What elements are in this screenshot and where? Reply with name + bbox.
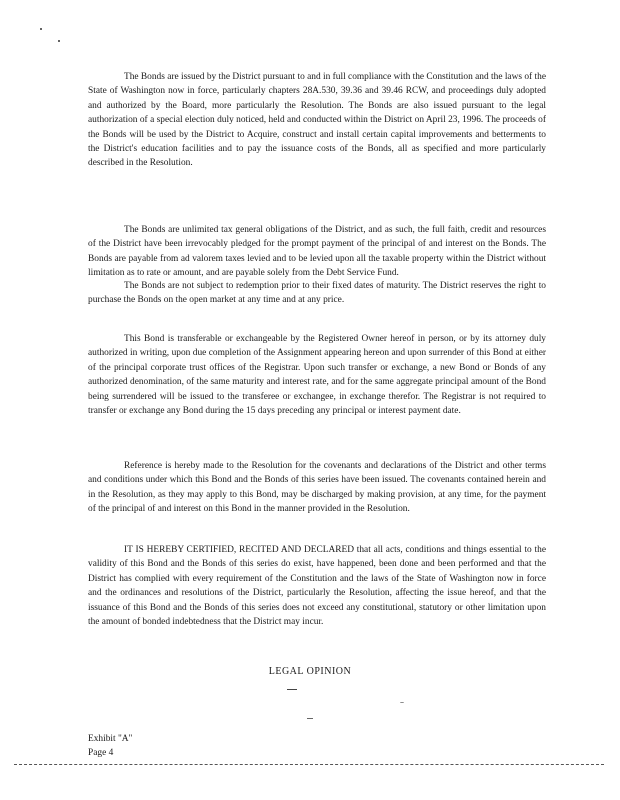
scan-speck bbox=[400, 702, 404, 703]
separator-mark bbox=[287, 689, 297, 690]
paragraph-general-obligations: The Bonds are unlimited tax general obligations of the District, and as such, the full faith, credit and resources of the District have been irrevocably pledged for the prompt payment of the principal of and interest on the Bonds. The Bonds are payable from ad valorem taxes levied and to be levied upon all the taxable property within the District without limitation as to rate or amount, and are payable solely from the Debt Service Fund. bbox=[88, 225, 546, 279]
scan-speck bbox=[58, 40, 60, 42]
scan-speck bbox=[40, 28, 42, 30]
paragraph-redemption: The Bonds are not subject to redemption prior to their fixed dates of maturity. The District reserves the right to purchase the Bonds on the open market at any time and at any price. bbox=[88, 281, 546, 306]
legal-opinion-heading: LEGAL OPINION bbox=[268, 666, 352, 677]
separator-mark bbox=[307, 718, 313, 719]
paragraph-resolution-reference: Reference is hereby made to the Resolution for the covenants and declarations of the District and other terms and conditions under which this Bond and the Bonds of this series have been issued. The covenants contained herein and in the Resolution, as they may apply to this Bond, may be discharged by making provision, at any time, for the payment of the principal of and interest on this Bond in the manner provided in the Resolution. bbox=[88, 461, 546, 515]
paragraph-transfer-exchange: This Bond is transferable or exchangeable by the Registered Owner hereof in person, or by its attorney duly authorized in writing, upon due completion of the Assignment appearing hereon and upon surrender of this Bond at either of the principal corporate trust offices of the Registrar. Upon such transfer or exchange, a new Bond or Bonds of any authorized denomination, of the same maturity and interest rate, and for the same aggregate principal amount of the Bond being surrendered will be issued to the transferee or exchangee, in exchange therefor. The Registrar is not required to transfer or exchange any Bond during the 15 days preceding any principal or interest payment date. bbox=[88, 334, 546, 417]
footer-page-number: Page 4 bbox=[88, 748, 114, 758]
footer-exhibit-label: Exhibit "A" bbox=[88, 734, 133, 744]
footer-dashed-rule bbox=[14, 764, 604, 765]
paragraph-bond-issuance: The Bonds are issued by the District pursuant to and in full compliance with the Constitution and the laws of the State of Washington now in force, particularly chapters 28A.530, 39.36 and 39.46 RCW, and proceedings duly adopted and authorized by the Board, more particularly the Resolution. The Bonds are also issued pursuant to the legal authorization of a special election duly noticed, held and conducted within the District on April 23, 1996. The proceeds of the Bonds will be used by the District to Acquire, construct and install certain capital improvements and betterments to the District's education facilities and to pay the issuance costs of the Bonds, all as specified and more particularly described in the Resolution. bbox=[88, 72, 546, 169]
paragraph-certification: IT IS HEREBY CERTIFIED, RECITED AND DECLARED that all acts, conditions and things essential to the validity of this Bond and the Bonds of this series do exist, have happened, been done and been performed and that the District has complied with every requirement of the Constitution and the laws of the State of Washington now in force and the ordinances and resolutions of the District, particularly the Resolution, affecting the issue hereof, and that the issuance of this Bond and the Bonds of this series does not exceed any constitutional, statutory or other limitation upon the amount of bonded indebtedness that the District may incur. bbox=[88, 545, 546, 628]
